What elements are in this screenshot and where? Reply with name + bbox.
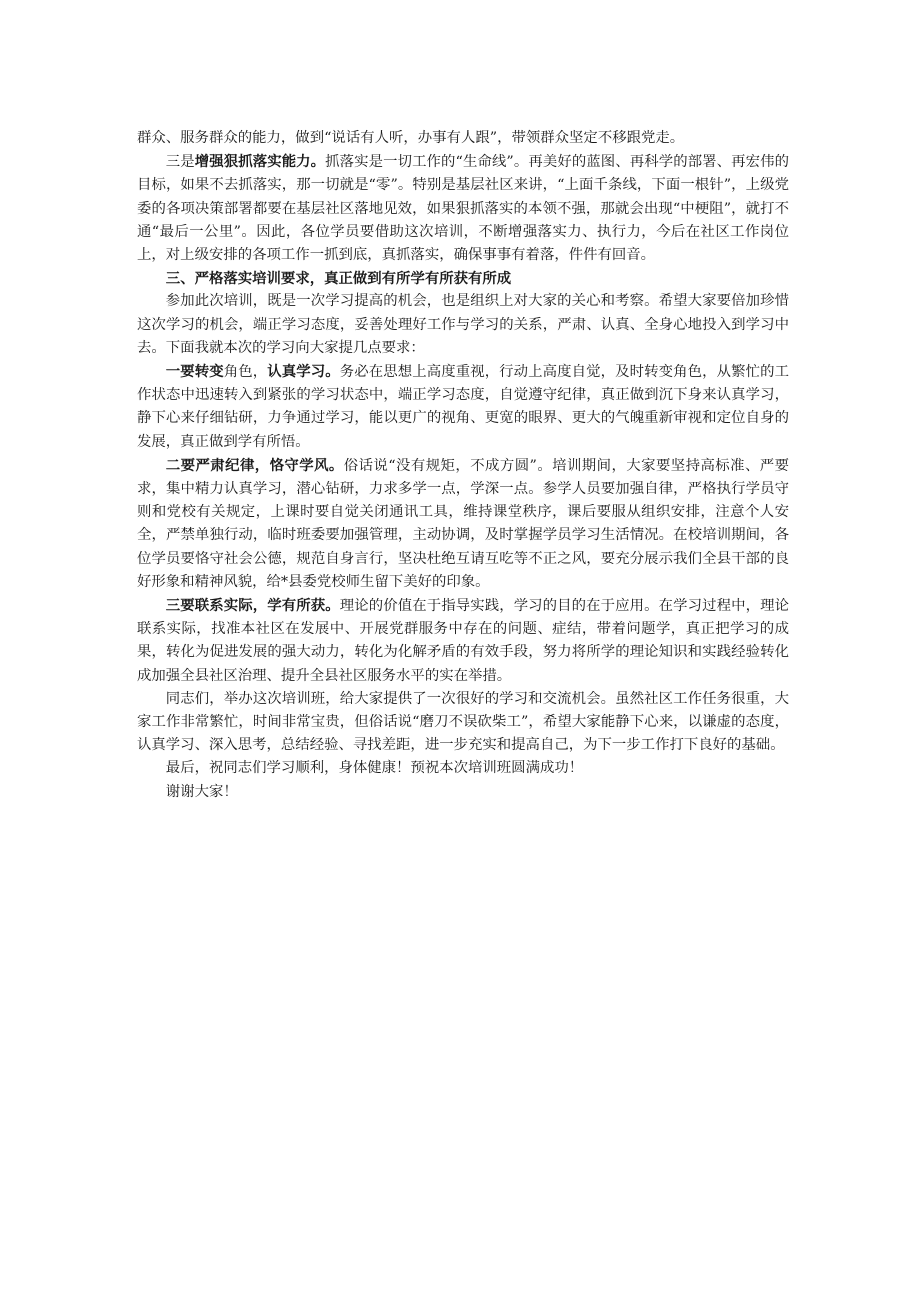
paragraph-point-three (137, 150, 789, 267)
paragraph-text: 最后，祝同志们学习顺利，身体健康！预祝本次培训班圆满成功！ (165, 760, 584, 777)
paragraph-text: 角色， (223, 364, 268, 381)
paragraph-requirement-two (137, 454, 789, 594)
paragraph-text: 同志们，举办这次培训班，给大家提供了一次很好的学习和交流机会。虽然社区工作任务很重，大家工作非常繁忙，时间非常宝贵，但俗话说“磨刀不误砍柴工”，希望大家能静下心来，以谦虚的态度，认真学习、深入思考，总结经验、寻找差距，进一步充实和提高自己，为下一步工作打下良好的基础。 (137, 690, 789, 754)
paragraph-text: 参加此次培训，既是一次学习提高的机会，也是组织上对大家的关心和考察。希望大家要倍加珍惜这次学习的机会，端正学习态度，妥善处理好工作与学习的关系，严肃、认真、全身心地投入到学习中去。下面我就本次的学习向大家提几点要求： (137, 293, 789, 356)
paragraph-bold-lead: 一要转变 (165, 363, 224, 381)
paragraph-text: 抓落实是一切工作的“生命线”。再美好的蓝图、再科学的部署、再宏伟的目标，如果不去抓落实，那一切就是“零”。特别是基层社区来讲，“上面千条线，下面一根针”，上级党委的各项决策部署都要在基层社区落地见效，如果狠抓落实的本领不强，那就会出现“中梗阻”，就打不通“最后一公里”。因此，各位学员要借助这次培训，不断增强落实力、执行力，今后在社区工作岗位上，对上级安排的各项工作一抓到底，真抓落实，确保事事有着落，件件有回音。 (137, 154, 789, 264)
paragraph-requirement-one (137, 360, 789, 454)
paragraph-bold-lead: 认真学习。 (267, 363, 340, 381)
paragraph-requirement-three (137, 594, 789, 688)
heading-text: 三、严格落实培训要求，真正做到有所学有所获有所成 (165, 270, 512, 288)
paragraph-bold-lead: 三要联系实际，学有所获。 (165, 597, 340, 615)
paragraph-text: 务必在思想上高度重视，行动上高度自觉，及时转变角色，从繁忙的工作状态中迅速转入到紧张的学习状态中，端正学习态度，自觉遵守纪律，真正做到沉下身来认真学习，静下心来仔细钻研，力争通过学习，能以更广的视角、更宽的眼界、更大的气魄重新审视和定位自身的发展，真正做到学有所悟。 (137, 364, 789, 450)
paragraph-bold-lead: 二要严肃纪律，恪守学风。 (165, 456, 344, 474)
paragraph-text: 俗话说“没有规矩，不成方圆”。培训期间，大家要坚持高标准、严要求，集中精力认真学习，潜心钻研，力求多学一点，学深一点。参学人员要加强自律，严格执行学员守则和党校有关规定，上课时要自觉关闭通讯工具，维持课堂秩序，课后要服从组织安排，注意个人安全，严禁单独行动，临时班委要加强管理，主动协调，及时掌握学员学习生活情况。在校培训期间，各位学员要恪守社会公德，规范自身言行，坚决杜绝互请互吃等不正之风，要充分展示我们全县干部的良好形象和精神风貌，给*县委党校师生留下美好的印象。 (137, 457, 789, 590)
section-heading (137, 267, 789, 290)
paragraph-text: 三是 (165, 154, 195, 171)
paragraph-text: 群众、服务群众的能力，做到“说话有人听，办事有人跟”，带领群众坚定不移跟党走。 (137, 130, 685, 146)
paragraph-bold-lead: 增强狠抓落实能力。 (194, 153, 326, 171)
document-body (137, 127, 789, 804)
paragraph-continuation (137, 127, 789, 150)
paragraph-closing (137, 688, 789, 758)
paragraph-text: 谢谢大家！ (165, 783, 238, 800)
paragraph-intro (137, 290, 789, 360)
paragraph-text: 理论的价值在于指导实践，学习的目的在于应用。在学习过程中，理论联系实际，找准本社区在发展中、开展党群服务中存在的问题、症结，带着问题学，真正把学习的成果，转化为促进发展的强大动力，转化为化解矛盾的有效手段，努力将所学的理论知识和实践经验转化成加强全县社区治理、提升全县社区服务水平的实在举措。 (137, 598, 789, 684)
paragraph-thanks (137, 781, 789, 804)
paragraph-wishes (137, 757, 789, 780)
